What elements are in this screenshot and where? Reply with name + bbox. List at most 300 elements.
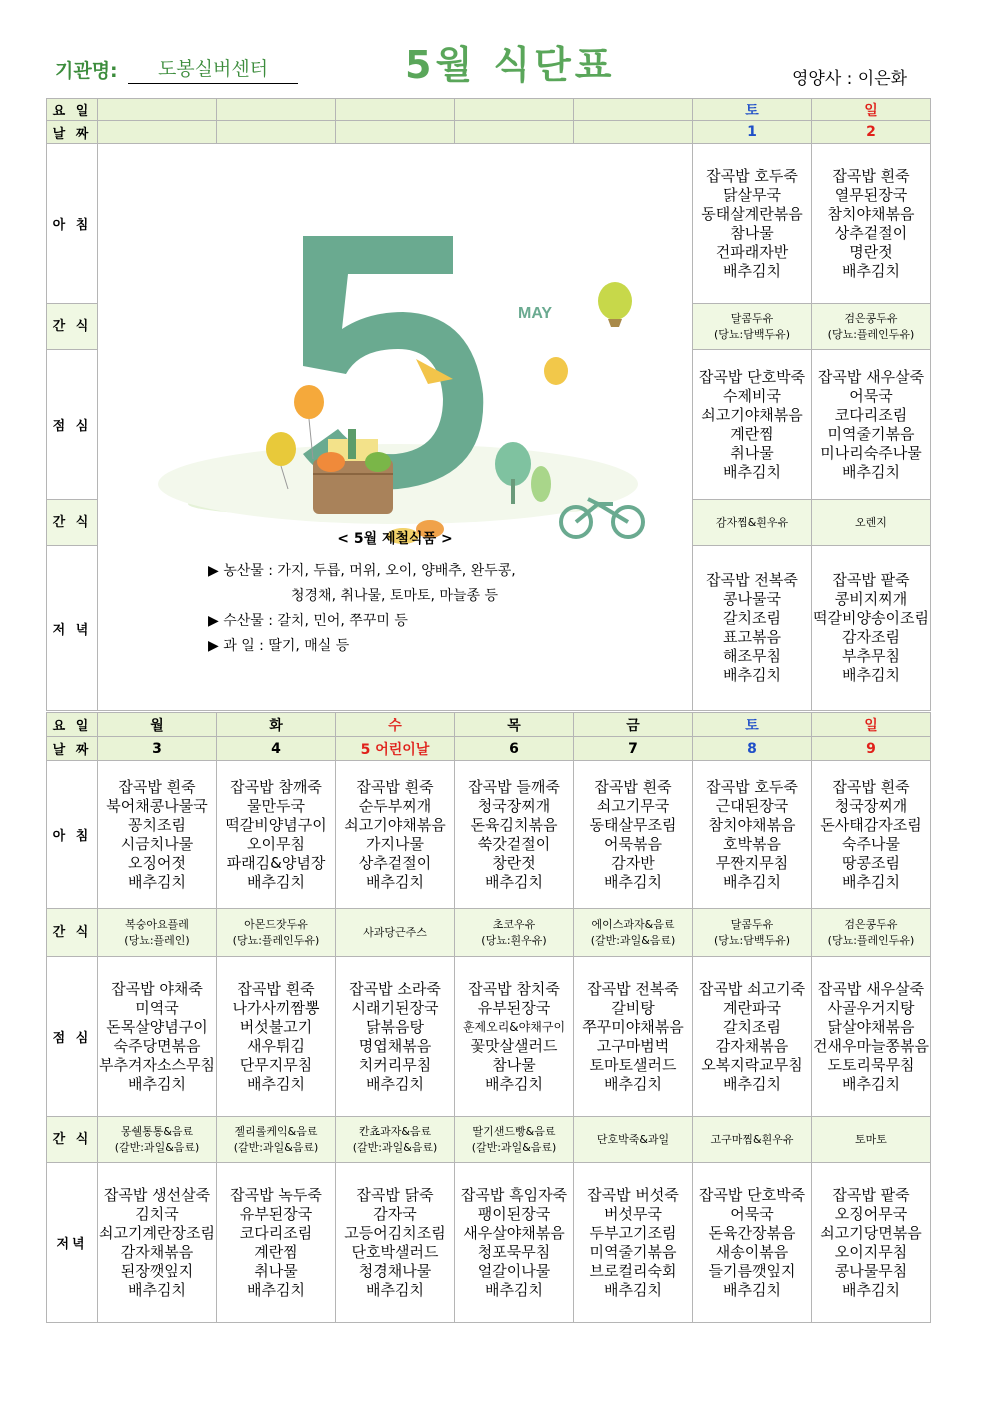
- menu-item: 잡곡밥 녹두죽: [230, 1185, 322, 1204]
- menu-item: 오이무침: [247, 834, 305, 853]
- lunch-cell: [336, 957, 455, 1117]
- menu-item: 배추김치: [842, 1074, 900, 1093]
- menu-item: 쇠고기무국: [596, 796, 670, 815]
- snack-cell: [693, 304, 812, 350]
- menu-item: 나가사끼짬뽕: [232, 998, 320, 1017]
- menu-item: 참치야채볶음: [708, 815, 796, 834]
- day-cell-sun: 일: [812, 99, 931, 121]
- menu-item: 잡곡밥 새우살죽: [817, 367, 925, 386]
- lunch-cell: [693, 957, 812, 1117]
- snack-cell: [812, 1117, 931, 1163]
- menu-item: 시금치나물: [120, 834, 194, 853]
- season-title: < 5월 제철식품 >: [337, 531, 453, 547]
- date-cell: [574, 121, 693, 144]
- snack-cell: [693, 1117, 812, 1163]
- dinner-cell: [693, 1163, 812, 1323]
- menu-list: [455, 1186, 573, 1300]
- season-line-seafood: ▶ 수산물 : 갈치, 민어, 쭈꾸미 등: [208, 613, 408, 629]
- menu-item: 잡곡밥 전복죽: [706, 571, 798, 589]
- menu-item: 배추김치: [842, 872, 900, 891]
- breakfast-cell: [693, 144, 812, 304]
- snack-line: (갈반:과일&음료): [233, 1140, 319, 1154]
- snack-cell: [336, 909, 455, 957]
- menu-item: 수제비국: [723, 386, 781, 405]
- menu-item: 잡곡밥 흑임자죽: [460, 1185, 568, 1204]
- snack-line: (갈반:과일&음료): [352, 1140, 438, 1154]
- dinner-label: 저 녁: [47, 546, 98, 711]
- snack-line: 초코우유: [492, 917, 536, 931]
- snack-line: 토마토: [855, 1132, 887, 1146]
- menu-list: [336, 1186, 454, 1300]
- menu-item: 사골우거지탕: [827, 998, 915, 1017]
- snack-cell: [455, 1117, 574, 1163]
- may-poster: [98, 144, 692, 654]
- breakfast-cell: [336, 761, 455, 909]
- menu-item: 배추김치: [723, 261, 781, 280]
- menu-item: 해조무침: [723, 647, 781, 665]
- menu-item: 어묵국: [730, 1204, 774, 1223]
- menu-item: 상추겉절이: [834, 223, 908, 242]
- day-cell: [217, 99, 336, 121]
- menu-item: 잡곡밥 들깨죽: [468, 777, 560, 796]
- menu-list: [574, 1186, 692, 1300]
- menu-item: 잡곡밥 호두죽: [706, 166, 798, 185]
- menu-item: 창란젓: [492, 853, 536, 872]
- menu-item: 파래김&양념장: [226, 853, 326, 872]
- menu-item: 건새우마늘쫑볶음: [813, 1036, 929, 1055]
- lunch-cell: [812, 350, 931, 500]
- breakfast-cell: [98, 761, 217, 909]
- menu-item: 청국장찌개: [477, 796, 551, 815]
- menu-item: 훈제오리&야채구이: [462, 1019, 566, 1034]
- date-cell: 7: [574, 737, 693, 761]
- breakfast-cell: [812, 761, 931, 909]
- menu-item: 코다리조림: [239, 1223, 313, 1242]
- menu-list: [812, 368, 930, 482]
- menu-item: 배추김치: [485, 872, 543, 891]
- menu-item: 미나리숙주나물: [820, 443, 922, 462]
- snack-line: 고구마찜&흰우유: [710, 1132, 794, 1146]
- menu-item: 배추김치: [247, 1074, 305, 1093]
- date-cell: [336, 121, 455, 144]
- menu-item: 김치국: [135, 1204, 179, 1223]
- menu-item: 잡곡밥 닭죽: [356, 1185, 434, 1204]
- menu-item: 잡곡밥 소라죽: [349, 979, 441, 998]
- menu-item: 잡곡밥 참깨죽: [230, 777, 322, 796]
- date-cell: 6: [455, 737, 574, 761]
- menu-item: 표고볶음: [723, 628, 781, 646]
- snack-line: (갈반:과일&음료): [471, 1140, 557, 1154]
- date-cell: [217, 121, 336, 144]
- snack-line: (당뇨:흰우유): [481, 933, 547, 947]
- menu-item: 꽁치조림: [128, 815, 186, 834]
- snack-cell: [574, 1117, 693, 1163]
- org-label: 기관명:: [55, 60, 118, 82]
- menu-item: 잡곡밥 팥죽: [832, 1185, 910, 1204]
- date-row: [47, 121, 931, 144]
- menu-item: 청국장찌개: [834, 796, 908, 815]
- breakfast-cell: [455, 761, 574, 909]
- menu-list: [98, 1186, 216, 1300]
- menu-item: 순두부찌개: [358, 796, 432, 815]
- snack-line: 에이스과자&음료: [591, 917, 675, 931]
- org-name: 도봉실버센터: [128, 54, 298, 84]
- menu-item: 감자채볶음: [120, 1242, 194, 1261]
- menu-item: 감자조림: [842, 628, 900, 646]
- menu-item: 새우살야채볶음: [463, 1223, 565, 1242]
- menu-item: 들기름깻잎지: [708, 1261, 796, 1280]
- menu-list: [455, 778, 573, 892]
- menu-item: 미역줄기볶음: [827, 424, 915, 443]
- menu-item: 유부된장국: [477, 998, 551, 1017]
- breakfast-row: [47, 144, 931, 304]
- lunch-cell: [455, 957, 574, 1117]
- menu-item: 배추김치: [842, 666, 900, 684]
- menu-item: 잡곡밥 흰죽: [118, 777, 196, 796]
- menu-item: 닭볶음탕: [366, 1017, 424, 1036]
- day-cell: 금: [574, 713, 693, 737]
- menu-list: [693, 980, 811, 1094]
- menu-item: 땅콩조림: [842, 853, 900, 872]
- menu-list: [812, 571, 930, 685]
- menu-item: 배추김치: [604, 872, 662, 891]
- menu-item: 계란찜: [730, 424, 774, 443]
- menu-item: 배추김치: [723, 1074, 781, 1093]
- menu-list: [812, 980, 930, 1094]
- snack-cell: [812, 304, 931, 350]
- menu-item: 닭살야채볶음: [827, 1017, 915, 1036]
- menu-list: [98, 778, 216, 892]
- snack-cell: [574, 909, 693, 957]
- breakfast-label: 아 침: [47, 144, 98, 304]
- snack-line: 오렌지: [855, 515, 887, 529]
- menu-item: 고등어김치조림: [344, 1223, 446, 1242]
- lunch-row: [47, 957, 931, 1117]
- menu-item: 배추김치: [604, 1074, 662, 1093]
- snack-cell: [693, 909, 812, 957]
- menu-item: 갈치조림: [723, 1017, 781, 1036]
- menu-item: 북어채콩나물국: [106, 796, 208, 815]
- day-row: [47, 99, 931, 121]
- day-cell-sun: 일: [812, 713, 931, 737]
- menu-item: 쇠고기야채볶음: [344, 815, 446, 834]
- breakfast-cell: [574, 761, 693, 909]
- day-label: 요 일: [47, 713, 98, 737]
- menu-item: 감자반: [611, 853, 655, 872]
- menu-item: 얼갈이나물: [477, 1261, 551, 1280]
- menu-item: 호박볶음: [723, 834, 781, 853]
- menu-item: 브로컬리숙회: [589, 1261, 677, 1280]
- menu-list: [693, 571, 811, 685]
- day-cell: [574, 99, 693, 121]
- snack-line: (당뇨:담백두유): [713, 327, 791, 341]
- menu-item: 잡곡밥 참치죽: [468, 979, 560, 998]
- dinner-cell: [812, 1163, 931, 1323]
- menu-item: 동태살계란볶음: [701, 204, 803, 223]
- date-cell-holiday: 5 어린이날: [336, 737, 455, 761]
- breakfast-row: [47, 761, 931, 909]
- menu-item: 쭈꾸미야채볶음: [582, 1017, 684, 1036]
- menu-item: 열무된장국: [834, 185, 908, 204]
- date-cell: [98, 121, 217, 144]
- menu-item: 감자국: [373, 1204, 417, 1223]
- menu-item: 오징어무국: [834, 1204, 908, 1223]
- menu-item: 명란젓: [849, 242, 893, 261]
- snack-row: [47, 1117, 931, 1163]
- menu-item: 근대된장국: [715, 796, 789, 815]
- week2-table: [46, 712, 931, 1323]
- menu-item: 돈목살양념구이: [106, 1017, 208, 1036]
- menu-list: [574, 980, 692, 1094]
- lunch-cell: [98, 957, 217, 1117]
- snack-line: 사과당근주스: [363, 925, 427, 939]
- menu-item: 어묵볶음: [604, 834, 662, 853]
- menu-item: 쇠고기계란장조림: [99, 1223, 215, 1242]
- breakfast-label: 아 침: [47, 761, 98, 909]
- day-cell: 월: [98, 713, 217, 737]
- menu-list: [455, 980, 573, 1094]
- dinner-row: [47, 1163, 931, 1323]
- snack-line: 검은콩두유: [844, 917, 898, 931]
- menu-list: [217, 778, 335, 892]
- may-text: MAY: [518, 305, 553, 322]
- menu-item: 잡곡밥 흰죽: [356, 777, 434, 796]
- menu-item: 쑥갓겉절이: [477, 834, 551, 853]
- dinner-cell: [455, 1163, 574, 1323]
- snack-line: 딸기샌드빵&음료: [472, 1124, 556, 1138]
- menu-item: 돈사태감자조림: [820, 815, 922, 834]
- menu-item: 참나물: [492, 1055, 536, 1074]
- menu-item: 토마토샐러드: [589, 1055, 677, 1074]
- may-illustration: [98, 144, 692, 544]
- menu-item: 배추김치: [485, 1280, 543, 1299]
- menu-item: 배추김치: [485, 1074, 543, 1093]
- menu-item: 새우튀김: [247, 1036, 305, 1055]
- snack-line: 칸쵸과자&음료: [358, 1124, 432, 1138]
- snack-label: 간 식: [47, 500, 98, 546]
- snack-line: (갈반:과일&음료): [590, 933, 676, 947]
- date-label: 날 짜: [47, 121, 98, 144]
- menu-item: 숙주나물: [842, 834, 900, 853]
- menu-item: 계란파국: [723, 998, 781, 1017]
- menu-item: 배추김치: [366, 872, 424, 891]
- menu-item: 잡곡밥 흰죽: [594, 777, 672, 796]
- menu-item: 단무지무침: [239, 1055, 313, 1074]
- menu-item: 잡곡밥 흰죽: [832, 166, 910, 185]
- snack-line: (갈반:과일&음료): [114, 1140, 200, 1154]
- menu-item: 닭살무국: [723, 185, 781, 204]
- menu-list: [693, 167, 811, 281]
- menu-item: 부추겨자소스무침: [99, 1055, 215, 1074]
- menu-item: 청경채나물: [358, 1261, 432, 1280]
- day-cell: 목: [455, 713, 574, 737]
- day-cell-sat: 토: [693, 99, 812, 121]
- snack-cell: [812, 500, 931, 546]
- breakfast-cell: [217, 761, 336, 909]
- date-cell: [455, 121, 574, 144]
- menu-item: 오이지무침: [834, 1242, 908, 1261]
- menu-item: 새송이볶음: [715, 1242, 789, 1261]
- season-line-fruit: ▶ 과 일 : 딸기, 매실 등: [208, 638, 350, 654]
- menu-item: 취나물: [254, 1261, 298, 1280]
- menu-item: 꽃맛살샐러드: [470, 1036, 558, 1055]
- menu-item: 치커리무침: [358, 1055, 432, 1074]
- poster-cell: [98, 144, 693, 711]
- snack-line: 몽쉘통통&음료: [120, 1124, 194, 1138]
- date-cell: 4: [217, 737, 336, 761]
- breakfast-cell: [693, 761, 812, 909]
- menu-list: [574, 778, 692, 892]
- date-cell-sat: 1: [693, 121, 812, 144]
- snack-line: 감자찜&흰우유: [715, 515, 789, 529]
- day-cell: [98, 99, 217, 121]
- menu-item: 두부고기조림: [589, 1223, 677, 1242]
- menu-item: 동태살무조림: [589, 815, 677, 834]
- lunch-cell: [574, 957, 693, 1117]
- menu-item: 배추김치: [723, 462, 781, 481]
- menu-item: 떡갈비양송이조림: [813, 609, 929, 627]
- snack-line: 단호박죽&과일: [596, 1132, 670, 1146]
- snack-label: 간 식: [47, 1117, 98, 1163]
- snack-label: 간 식: [47, 909, 98, 957]
- menu-item: 명엽채볶음: [358, 1036, 432, 1055]
- menu-item: 돈육김치볶음: [470, 815, 558, 834]
- menu-item: 잡곡밥 전복죽: [587, 979, 679, 998]
- snack-cell: [98, 909, 217, 957]
- menu-item: 유부된장국: [239, 1204, 313, 1223]
- menu-item: 쇠고기야채볶음: [701, 405, 803, 424]
- menu-item: 팽이된장국: [477, 1204, 551, 1223]
- menu-list: [693, 778, 811, 892]
- menu-item: 건파래자반: [715, 242, 789, 261]
- snack-row: [47, 909, 931, 957]
- menu-item: 잡곡밥 단호박죽: [698, 1185, 806, 1204]
- menu-list: [217, 1186, 335, 1300]
- snack-label: 간 식: [47, 304, 98, 350]
- menu-item: 배추김치: [842, 1280, 900, 1299]
- menu-item: 오복지락교무침: [701, 1055, 803, 1074]
- menu-item: 시래기된장국: [351, 998, 439, 1017]
- menu-item: 배추김치: [128, 1074, 186, 1093]
- lunch-cell: [693, 350, 812, 500]
- menu-item: 배추김치: [366, 1074, 424, 1093]
- menu-item: 부추무침: [842, 647, 900, 665]
- menu-item: 잡곡밥 새우살죽: [817, 979, 925, 998]
- snack-line: (당뇨:플레인): [124, 933, 190, 947]
- menu-item: 콩나물국: [723, 590, 781, 608]
- snack-line: 달콤두유: [730, 311, 774, 325]
- menu-item: 배추김치: [128, 1280, 186, 1299]
- dinner-cell: [336, 1163, 455, 1323]
- menu-item: 감자채볶음: [715, 1036, 789, 1055]
- menu-item: 떡갈비양념구이: [225, 815, 327, 834]
- breakfast-cell: [812, 144, 931, 304]
- menu-item: 코다리조림: [834, 405, 908, 424]
- page-title: 5월 식단표: [405, 43, 616, 87]
- day-cell: 수: [336, 713, 455, 737]
- menu-item: 잡곡밥 생선살죽: [103, 1185, 211, 1204]
- date-cell-sun: 9: [812, 737, 931, 761]
- day-cell: [336, 99, 455, 121]
- dinner-cell: [574, 1163, 693, 1323]
- lunch-label: 점 심: [47, 957, 98, 1117]
- menu-item: 배추김치: [247, 872, 305, 891]
- menu-item: 버섯불고기: [239, 1017, 313, 1036]
- menu-item: 배추김치: [842, 462, 900, 481]
- menu-item: 미역줄기볶음: [589, 1242, 677, 1261]
- menu-item: 참치야채볶음: [827, 204, 915, 223]
- menu-item: 잡곡밥 버섯죽: [587, 1185, 679, 1204]
- menu-item: 갈치조림: [723, 609, 781, 627]
- menu-item: 배추김치: [128, 872, 186, 891]
- lunch-cell: [217, 957, 336, 1117]
- date-cell-sun: 2: [812, 121, 931, 144]
- menu-item: 잡곡밥 흰죽: [237, 979, 315, 998]
- week1-table: [46, 98, 931, 711]
- menu-item: 어묵국: [849, 386, 893, 405]
- menu-list: [336, 778, 454, 892]
- menu-item: 배추김치: [723, 666, 781, 684]
- menu-list: [693, 368, 811, 482]
- menu-item: 잡곡밥 단호박죽: [698, 367, 806, 386]
- menu-item: 콩나물무침: [834, 1261, 908, 1280]
- menu-item: 배추김치: [723, 1280, 781, 1299]
- season-line-veg-cont: 청경채, 취나물, 토마토, 마늘종 등: [291, 588, 498, 604]
- day-cell: [455, 99, 574, 121]
- menu-list: [812, 1186, 930, 1300]
- day-cell: 화: [217, 713, 336, 737]
- menu-item: 미역국: [135, 998, 179, 1017]
- snack-line: 아몬드잣두유: [244, 917, 308, 931]
- snack-line: (당뇨:플레인두유): [232, 933, 320, 947]
- menu-item: 가지나물: [366, 834, 424, 853]
- lunch-cell: [812, 957, 931, 1117]
- menu-item: 오징어젓: [128, 853, 186, 872]
- menu-item: 고구마범벅: [596, 1036, 670, 1055]
- menu-item: 상추겉절이: [358, 853, 432, 872]
- menu-item: 취나물: [730, 443, 774, 462]
- snack-line: 검은콩두유: [844, 311, 898, 325]
- menu-item: 된장깻잎지: [120, 1261, 194, 1280]
- menu-list: [693, 1186, 811, 1300]
- menu-item: 숙주당면볶음: [113, 1036, 201, 1055]
- menu-item: 배추김치: [366, 1280, 424, 1299]
- menu-item: 배추김치: [247, 1280, 305, 1299]
- date-row: [47, 737, 931, 761]
- date-cell-sat: 8: [693, 737, 812, 761]
- day-row: [47, 713, 931, 737]
- snack-line: 복숭아요플레: [125, 917, 189, 931]
- menu-item: 갈비탕: [611, 998, 655, 1017]
- snack-line: 젤리롤케익&음료: [234, 1124, 318, 1138]
- lunch-label: 점 심: [47, 350, 98, 500]
- menu-item: 콩비지찌개: [834, 590, 908, 608]
- menu-item: 버섯무국: [604, 1204, 662, 1223]
- menu-list: [812, 167, 930, 281]
- menu-item: 잡곡밥 야채죽: [111, 979, 203, 998]
- menu-item: 쇠고기당면볶음: [820, 1223, 922, 1242]
- snack-line: (당뇨:플레인두유): [827, 327, 915, 341]
- menu-item: 단호박샐러드: [351, 1242, 439, 1261]
- season-foods: [98, 528, 692, 654]
- snack-cell: [217, 909, 336, 957]
- menu-item: 돈육간장볶음: [708, 1223, 796, 1242]
- snack-cell: [693, 500, 812, 546]
- menu-item: 참나물: [730, 223, 774, 242]
- menu-list: [812, 778, 930, 892]
- snack-cell: [336, 1117, 455, 1163]
- menu-item: 계란찜: [254, 1242, 298, 1261]
